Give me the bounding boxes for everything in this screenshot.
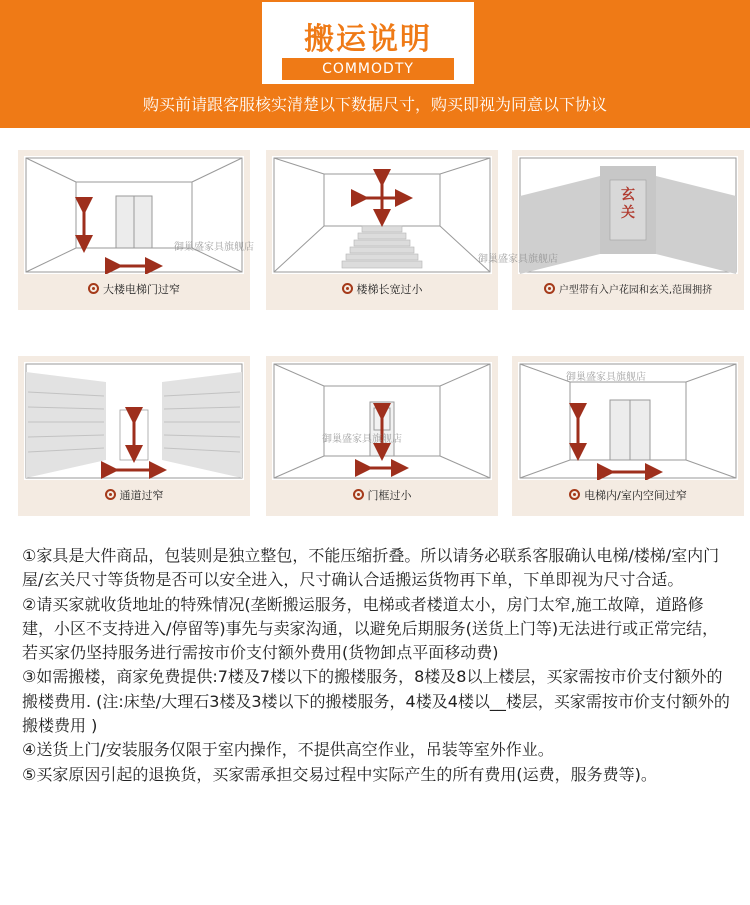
card-label: 户型带有入户花园和玄关,范围拥挤: [512, 281, 744, 296]
corridor-illustration: [24, 362, 244, 480]
door-frame-illustration: [272, 362, 492, 480]
term-item: ⑤买家原因引起的退换货，买家需承担交易过程中实际产生的所有费用(运费，服务费等)。: [22, 764, 657, 784]
term-item: ④送货上门/安装服务仅限于室内操作，不提供高空作业，吊装等室外作业。: [22, 740, 554, 760]
watermark: 御巢盛家具旗舰店: [566, 372, 646, 383]
card-stairs: [266, 150, 498, 310]
card-label: 通道过窄: [18, 487, 250, 503]
bullet-icon: [353, 489, 364, 500]
watermark: 御巢盛家具旗舰店: [322, 434, 402, 445]
bullet-icon: [105, 489, 116, 500]
page-title-en: COMMODTY: [282, 58, 454, 80]
term-item: ③如需搬楼，商家免费提供:7楼及7楼以下的搬楼服务，8楼及8以上楼层，买家需按市价支付额外的搬楼费用. (注:床垫/大理石3楼及3楼以下的搬楼服务，4楼及4楼以__楼层，买家需按市价支付额外的搬楼费用 ): [22, 667, 730, 736]
bullet-icon: [544, 283, 555, 294]
card-label: 门框过小: [266, 487, 498, 503]
card-label: 大楼电梯门过窄: [18, 281, 250, 297]
header-banner: [0, 0, 750, 128]
card-entrance-hall: [512, 150, 744, 310]
card-elevator-door: [18, 150, 250, 310]
card-label: 电梯内/室内空间过窄: [512, 487, 744, 503]
page-title: 搬运说明: [304, 22, 432, 57]
header-subtitle: 购买前请跟客服核实清楚以下数据尺寸，购买即视为同意以下协议: [142, 95, 607, 114]
stairs-illustration: [272, 156, 492, 274]
watermark: 御巢盛家具旗舰店: [478, 254, 558, 265]
entrance-sign: 玄关: [621, 187, 635, 221]
bullet-icon: [88, 283, 99, 294]
card-label: 楼梯长宽过小: [266, 281, 498, 297]
term-item: ②请买家就收货地址的特殊情况(垄断搬运服务，电梯或者楼道太小，房门太窄,施工故障，道路修建，小区不支持进入/停留等)事先与卖家沟通，以避免后期服务(送货上门等)无法进行或正常完结，若买家仍坚持服务进行需按市价支付额外费用(货物卸点平面移动费): [22, 594, 719, 663]
elevator-door-illustration: [24, 156, 244, 274]
card-corridor: [18, 356, 250, 516]
title-box: [262, 2, 474, 84]
term-item: ①家具是大件商品，包装则是独立整包，不能压缩折叠。所以请务必联系客服确认电梯/楼梯/室内门屋/玄关尺寸等货物是否可以安全进入，尺寸确认合适搬运货物再下单，下单即视为尺寸合适。: [22, 546, 720, 590]
watermark: 御巢盛家具旗舰店: [174, 242, 254, 253]
terms-text: [22, 544, 734, 787]
bullet-icon: [569, 489, 580, 500]
bullet-icon: [342, 283, 353, 294]
